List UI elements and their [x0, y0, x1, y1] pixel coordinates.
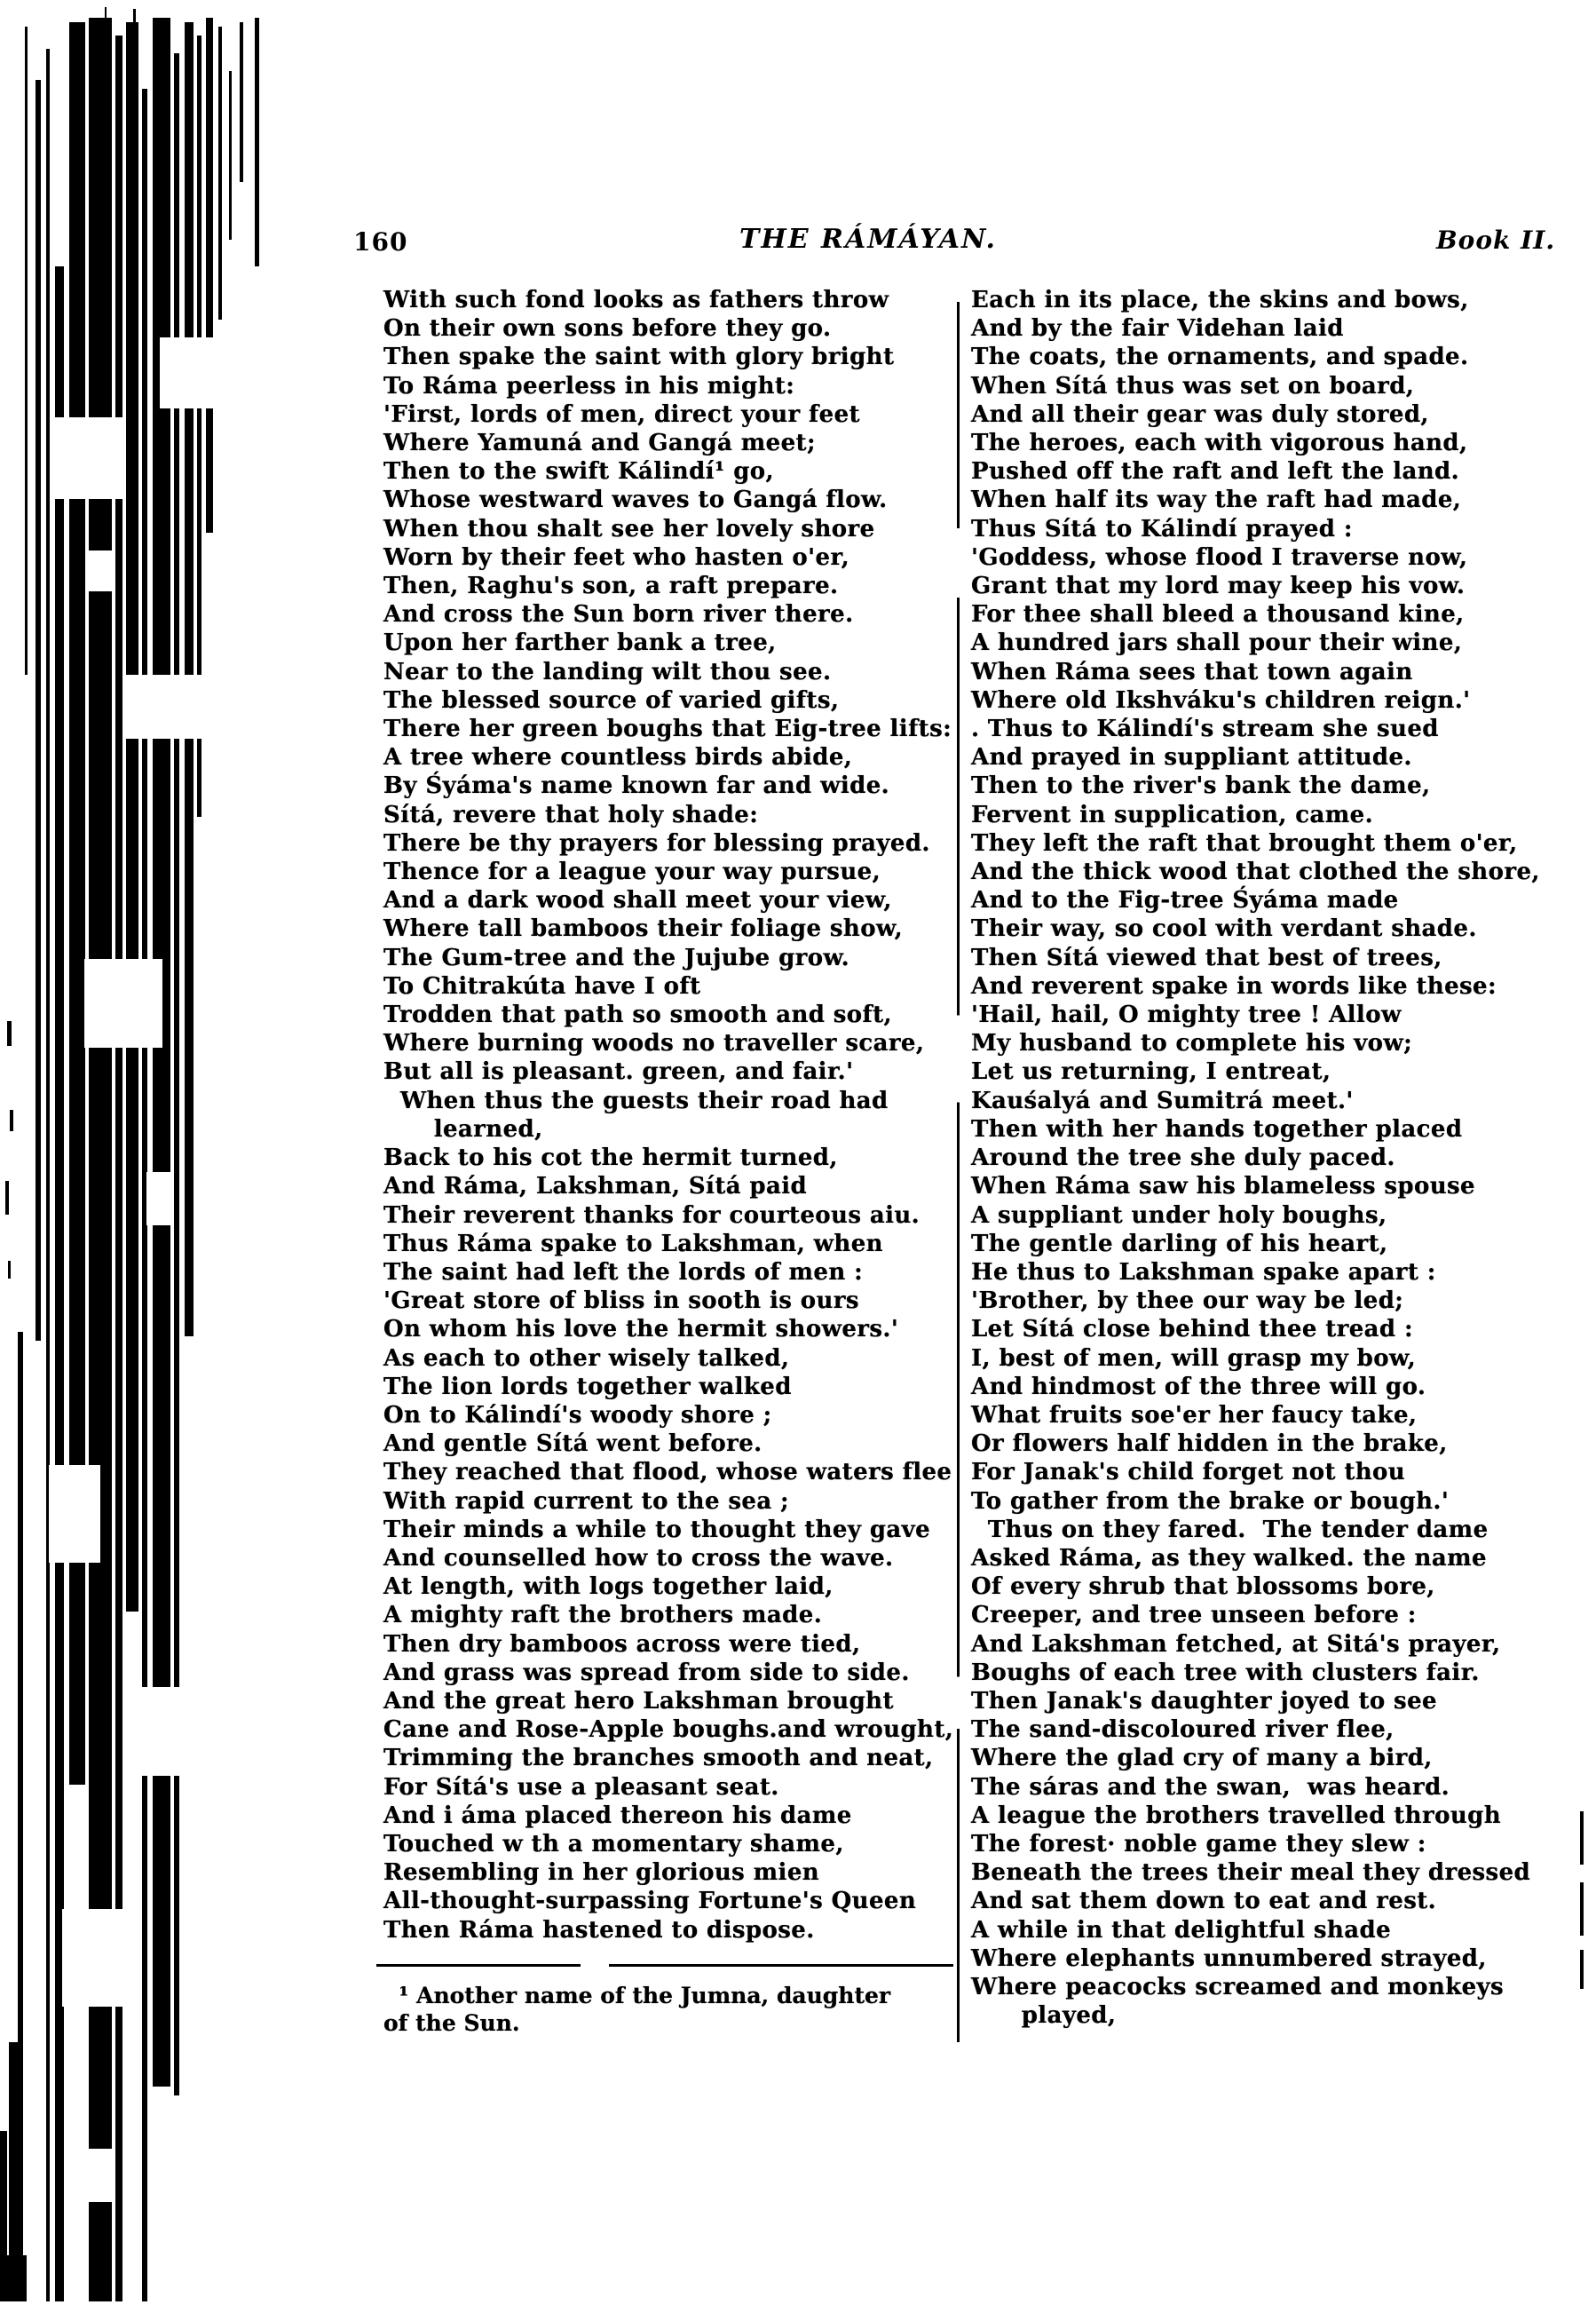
- verse-line: Where Yamuná and Gangá meet;: [383, 430, 816, 457]
- verse-line: Resembling in her glorious mien: [383, 1859, 820, 1887]
- scan-artifact-right: [1580, 1811, 1584, 1989]
- verse-line: played,: [971, 2002, 1117, 2030]
- verse-line: The blessed source of varied gifts,: [383, 686, 840, 714]
- verse-line: To Chitrakúta have I oft: [383, 972, 701, 1000]
- verse-line: And by the fair Videhan laid: [971, 315, 1344, 343]
- verse-line: A hundred jars shall pour their wine,: [971, 630, 1463, 657]
- verse-line: To Ráma peerless in his might:: [383, 372, 795, 400]
- verse-line: And grass was spread from side to side.: [383, 1659, 910, 1686]
- verse-line: They left the raft that brought them o'er,: [971, 829, 1518, 857]
- verse-line: Upon her farther bank a tree,: [383, 630, 777, 657]
- verse-line: When Ráma sees that town again: [971, 658, 1413, 685]
- verse-column-left: [383, 286, 965, 1945]
- verse-line: As each to other wisely talked,: [383, 1344, 790, 1372]
- verse-line: And to the Fig-tree Śyáma made: [971, 887, 1399, 915]
- verse-line: Whose westward waves to Gangá flow.: [383, 487, 888, 514]
- verse-line: Then Sítá viewed that best of trees,: [971, 944, 1442, 971]
- verse-line: And cross the Sun born river there.: [383, 601, 854, 629]
- verse-line: Their reverent thanks for courteous aiu.: [383, 1201, 920, 1229]
- verse-line: By Śyáma's name known far and wide.: [383, 772, 890, 800]
- verse-line: Fervent in supplication, came.: [971, 801, 1374, 828]
- page-number: 160: [353, 227, 408, 257]
- verse-line: All-thought-surpassing Fortune's Queen: [383, 1888, 917, 1915]
- verse-line: Thus on they fared. The tender dame: [971, 1516, 1489, 1543]
- verse-line: Pushed off the raft and left the land.: [971, 458, 1460, 486]
- verse-line: With such fond looks as fathers throw: [383, 287, 889, 313]
- verse-line: And the great hero Lakshman brought: [383, 1687, 894, 1715]
- column-rule: [957, 302, 960, 2042]
- verse-line: Of every shrub that blossoms bore,: [971, 1573, 1435, 1601]
- verse-line: Around the tree she duly paced.: [971, 1145, 1395, 1172]
- verse-line: There be thy prayers for blessing prayed.: [383, 829, 930, 857]
- verse-line: Sítá, revere that holy shade:: [383, 801, 759, 828]
- verse-line: Boughs of each tree with clusters fair.: [971, 1659, 1480, 1686]
- footnote-line: ¹ Another name of the Jumna, daughter: [383, 1983, 891, 2008]
- verse-line: And hindmost of the three will go.: [971, 1373, 1426, 1400]
- footnote-line: of the Sun.: [383, 2010, 520, 2036]
- verse-line: Thus Ráma spake to Lakshman, when: [383, 1230, 883, 1257]
- page-title: THE RÁMÁYAN.: [739, 224, 997, 255]
- verse-line: Thence for a league your way pursue,: [383, 859, 881, 886]
- verse-line: The sand-discoloured river flee,: [971, 1716, 1395, 1744]
- verse-line: When Ráma saw his blameless spouse: [971, 1173, 1475, 1200]
- verse-line: And i áma placed thereon his dame: [383, 1802, 852, 1829]
- verse-line: And all their gear was duly stored,: [971, 400, 1429, 428]
- verse-line: Then spake the saint with glory bright: [383, 344, 895, 371]
- verse-line: Where elephants unnumbered strayed,: [971, 1945, 1487, 1972]
- verse-line: For Janak's child forget not thou: [971, 1459, 1406, 1486]
- verse-line: When thou shalt see her lovely shore: [383, 515, 875, 543]
- verse-line: And reverent spake in words like these:: [971, 972, 1497, 1000]
- verse-line: On their own sons before they go.: [383, 315, 832, 343]
- verse-line: 'Hail, hail, O mighty tree ! Allow: [971, 1002, 1402, 1029]
- verse-line: When Sítá thus was set on board,: [971, 372, 1415, 400]
- footnote-rule: [376, 1964, 953, 1967]
- verse-line: For thee shall bleed a thousand kine,: [971, 601, 1465, 629]
- verse-line: And gentle Sítá went before.: [383, 1430, 762, 1458]
- verse-line: He thus to Lakshman spake apart :: [971, 1258, 1436, 1286]
- verse-line: A mighty raft the brothers made.: [383, 1602, 823, 1629]
- verse-line: My husband to complete his vow;: [971, 1030, 1413, 1057]
- verse-line: Then to the river's bank the dame,: [971, 772, 1431, 800]
- verse-line: Then, Raghu's son, a raft prepare.: [383, 573, 839, 600]
- verse-line: And prayed in suppliant attitude.: [971, 744, 1412, 772]
- verse-line: But all is pleasant. green, and fair.': [383, 1058, 854, 1086]
- verse-line: Beneath the trees their meal they dressed: [971, 1859, 1531, 1887]
- verse-line: Where peacocks screamed and monkeys: [971, 1973, 1505, 2000]
- verse-line: Where old Ikshváku's children reign.': [971, 686, 1471, 714]
- verse-line: Grant that my lord may keep his vow.: [971, 573, 1466, 600]
- book-label: Book II.: [1436, 226, 1556, 255]
- verse-line: Trimming the branches smooth and neat,: [383, 1745, 934, 1772]
- verse-line: On to Kálindí's woody shore ;: [383, 1401, 772, 1429]
- binding-streaks-graphic: [0, 0, 284, 2301]
- verse-line: The lion lords together walked: [383, 1373, 792, 1400]
- verse-line: 'Great store of bliss in sooth is ours: [383, 1287, 859, 1315]
- verse-line: learned,: [383, 1115, 543, 1143]
- scan-artifact-left: [0, 0, 284, 2301]
- verse-line: And Ráma, Lakshman, Sítá paid: [383, 1173, 808, 1200]
- verse-line: Let Sítá close behind thee tread :: [971, 1316, 1413, 1343]
- verse-line: Then Janak's daughter joyed to see: [971, 1687, 1437, 1715]
- verse-line: And the thick wood that clothed the shore,: [971, 859, 1540, 886]
- verse-line: Their way, so cool with verdant shade.: [971, 915, 1477, 943]
- verse-line: Kauśalyá and Sumitrá meet.': [971, 1087, 1354, 1114]
- verse-line: And sat them down to eat and rest.: [971, 1888, 1437, 1915]
- verse-line: Cane and Rose-Apple boughs.and wrought,: [383, 1716, 954, 1744]
- verse-line: At length, with logs together laid,: [383, 1573, 834, 1601]
- verse-line: Where the glad cry of many a bird,: [971, 1745, 1433, 1772]
- verse-line: The heroes, each with vigorous hand,: [971, 430, 1468, 457]
- verse-line: A league the brothers travelled through: [971, 1802, 1502, 1829]
- verse-line: The saint had left the lords of men :: [383, 1258, 864, 1286]
- verse-line: Then Ráma hastened to dispose.: [383, 1916, 815, 1944]
- verse-line: The gentle darling of his heart,: [971, 1230, 1388, 1257]
- verse-line: The Gum-tree and the Jujube grow.: [383, 944, 850, 971]
- verse-line: Thus Sítá to Kálindí prayed :: [971, 515, 1353, 543]
- verse-line: Where tall bamboos their foliage show,: [383, 915, 904, 943]
- verse-line: Trodden that path so smooth and soft,: [383, 1002, 892, 1029]
- verse-line: Near to the landing wilt thou see.: [383, 658, 832, 685]
- verse-line: Worn by their feet who hasten o'er,: [383, 543, 850, 571]
- verse-line: And Lakshman fetched, at Sitá's prayer,: [971, 1630, 1501, 1658]
- verse-line: Then with her hands together placed: [971, 1115, 1463, 1143]
- verse-line: A tree where countless birds abide,: [383, 744, 853, 772]
- verse-line: And counselled how to cross the wave.: [383, 1544, 894, 1572]
- verse-line: 'First, lords of men, direct your feet: [383, 400, 860, 428]
- verse-line: Then dry bamboos across were tied,: [383, 1630, 861, 1658]
- verse-line: To gather from the brake or bough.': [971, 1487, 1450, 1515]
- verse-line: The coats, the ornaments, and spade.: [971, 344, 1469, 371]
- verse-line: And a dark wood shall meet your view,: [383, 887, 892, 915]
- verse-line: They reached that flood, whose waters flee: [383, 1459, 952, 1486]
- verse-line: Touched w th a momentary shame,: [383, 1830, 844, 1857]
- verse-line: 'Brother, by thee our way be led;: [971, 1287, 1404, 1315]
- verse-line: Asked Ráma, as they walked. the name: [971, 1544, 1487, 1572]
- verse-line: When thus the guests their road had: [383, 1087, 889, 1114]
- verse-line: Then to the swift Kálindí¹ go,: [383, 458, 774, 486]
- verse-line: Each in its place, the skins and bows,: [971, 287, 1469, 313]
- verse-column-right: [971, 286, 1587, 2030]
- verse-line: . Thus to Kálindí's stream she sued: [971, 716, 1439, 743]
- verse-line: What fruits soe'er her faucy take,: [971, 1401, 1418, 1429]
- verse-line: The sáras and the swan, was heard.: [971, 1773, 1450, 1801]
- verse-line: For Sítá's use a pleasant seat.: [383, 1773, 779, 1801]
- verse-line: The forest· noble game they slew :: [971, 1830, 1426, 1857]
- verse-line: 'Goddess, whose flood I traverse now,: [971, 543, 1468, 571]
- footnote: [383, 1982, 960, 2037]
- verse-line: A suppliant under holy boughs,: [971, 1201, 1387, 1229]
- verse-line: With rapid current to the sea ;: [383, 1487, 790, 1515]
- verse-line: Where burning woods no traveller scare,: [383, 1030, 925, 1057]
- verse-line: On whom his love the hermit showers.': [383, 1316, 899, 1343]
- verse-line: Creeper, and tree unseen before :: [971, 1602, 1417, 1629]
- verse-line: Back to his cot the hermit turned,: [383, 1145, 838, 1172]
- verse-line: When half its way the raft had made,: [971, 487, 1462, 514]
- verse-line: Or flowers half hidden in the brake,: [971, 1430, 1448, 1458]
- verse-line: There her green boughs that Eig-tree lifts:: [383, 716, 952, 743]
- verse-line: Let us returning, I entreat,: [971, 1058, 1331, 1086]
- verse-line: A while in that delightful shade: [971, 1916, 1392, 1944]
- verse-line: I, best of men, will grasp my bow,: [971, 1344, 1417, 1372]
- verse-line: Their minds a while to thought they gave: [383, 1516, 931, 1543]
